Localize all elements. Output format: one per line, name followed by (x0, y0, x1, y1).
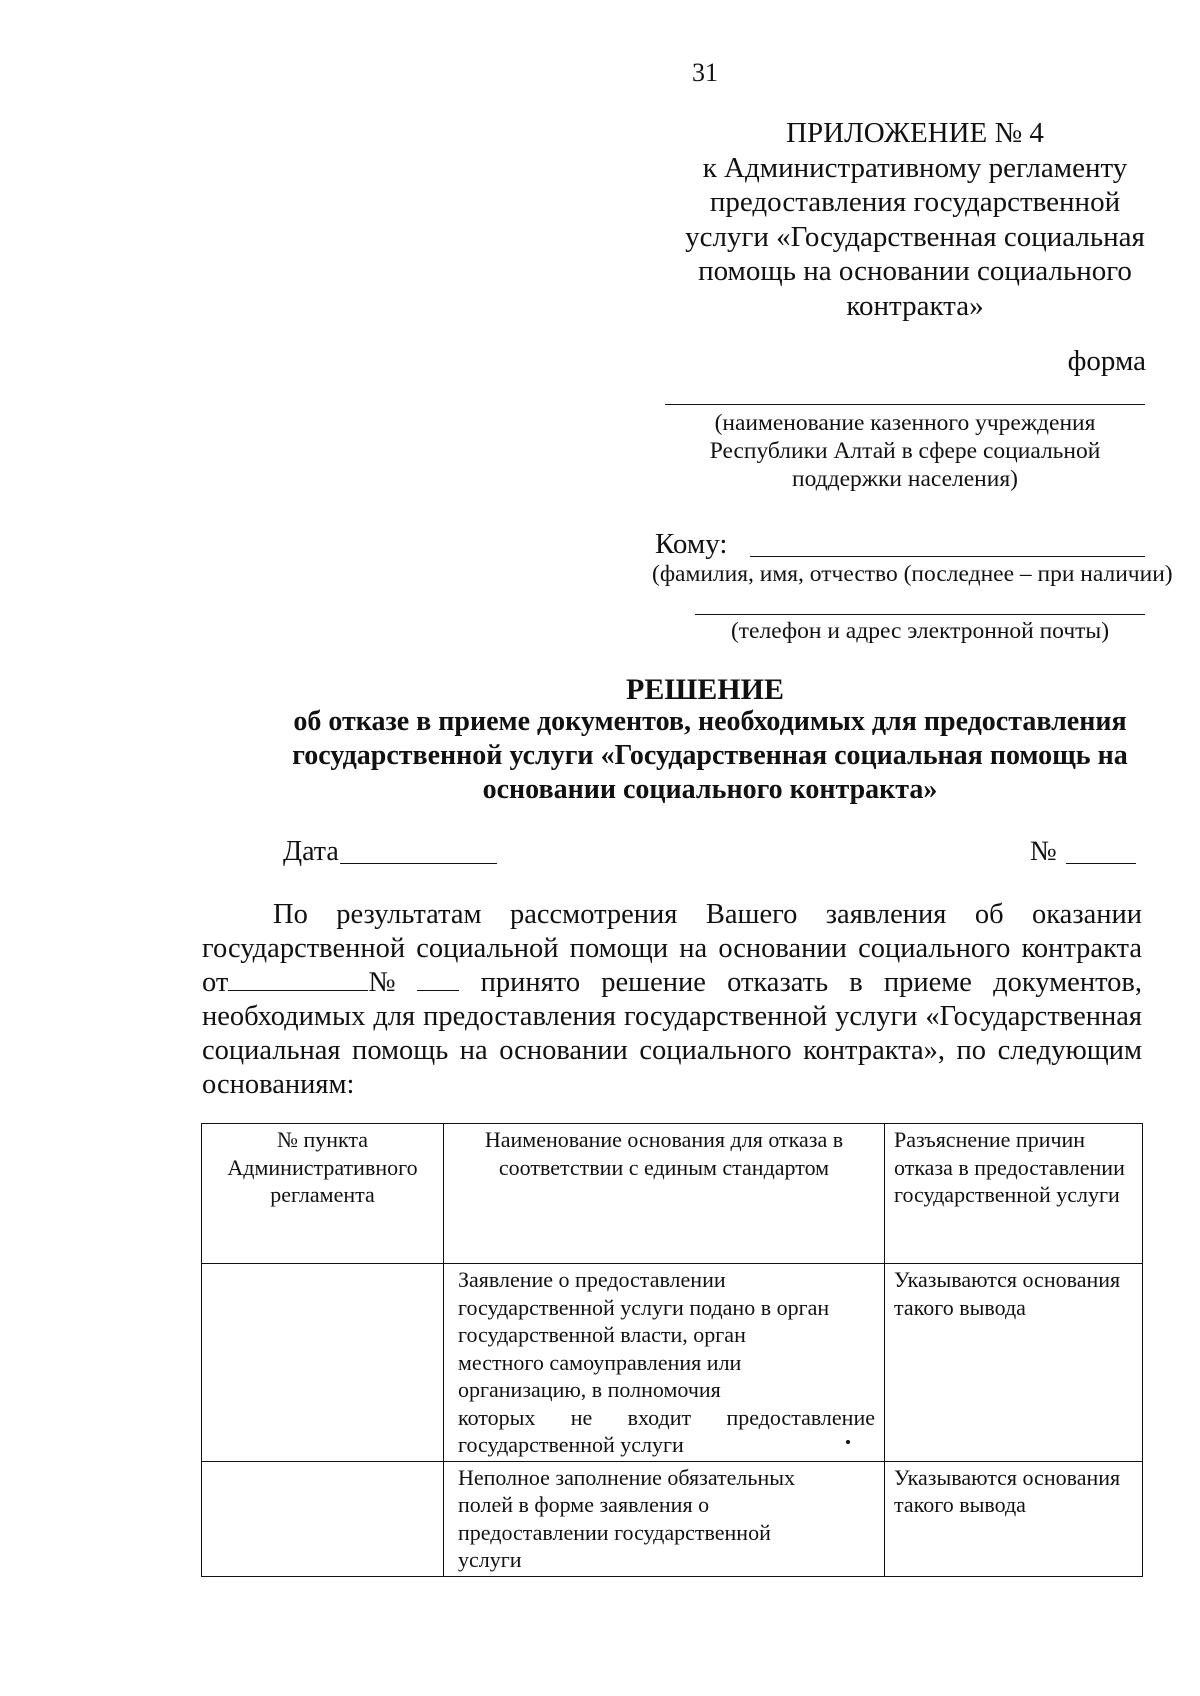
application-number-blank (417, 968, 459, 991)
cell-reason (444, 1264, 885, 1462)
number-blank (1066, 863, 1136, 864)
header-explanation: Разъяснение причин отказа в предоставлении государственной услуги (885, 1124, 1143, 1264)
application-date-blank (228, 968, 368, 991)
addressee-name-caption: (фамилия, имя, отчество (последнее – при наличии) (652, 561, 1173, 587)
caption-line: поддержки населения) (792, 466, 1018, 492)
addressee-label: Кому: (655, 528, 728, 560)
reason-line: Заявление о предоставлении (458, 1267, 726, 1292)
body-line: необходимых для предоставления государственной услуги «Государственная (202, 1001, 1142, 1032)
appendix-line: предоставления государственной (709, 186, 1121, 218)
number-label: № (1030, 836, 1057, 867)
reasons-table (201, 1123, 1143, 1577)
subtitle-line: государственной услуги «Государственная социальная помощь на (292, 740, 1128, 771)
header-reason-name: Наименование основания для отказа в соответствии с единым стандартом (444, 1124, 885, 1264)
date-blank (340, 863, 497, 864)
reason-line: организацию, в полномочия (458, 1377, 721, 1402)
appendix-line: к Административному регламенту (702, 151, 1128, 184)
from-label: от (202, 967, 229, 998)
subtitle-line: основании социального контракта» (482, 774, 938, 805)
reason-line: государственной услуги (458, 1432, 684, 1457)
body-line: государственной социальной помощи на основании социального контракта (202, 933, 1142, 964)
form-label: форма (1067, 345, 1146, 377)
reason-line: государственной услуги подано в орган (458, 1294, 830, 1320)
cell-reason (444, 1461, 885, 1576)
reason-line: государственной власти, орган (458, 1322, 746, 1347)
reason-line: Неполное заполнение обязательных (458, 1464, 795, 1490)
date-label: Дата (283, 836, 339, 867)
reason-line: предоставлении государственной (458, 1519, 771, 1545)
table-row (202, 1461, 1143, 1576)
body-line-rest: принято решение отказать в приеме документов, (480, 967, 1142, 998)
appendix-header (640, 116, 1190, 323)
decision-subtitle (240, 705, 1180, 807)
body-line: социальная помощь на основании социального контракта», по следующим (202, 1035, 1142, 1066)
appendix-line: контракта» (846, 289, 984, 322)
body-line: основаниям: (202, 1069, 355, 1100)
caption-line: (наименование казенного учреждения (714, 410, 1096, 436)
decision-body (202, 898, 1142, 1102)
reason-line: полей в форме заявления о (458, 1492, 710, 1517)
cell-point-number (202, 1461, 444, 1576)
addressee-contact-caption: (телефон и адрес электронной почты) (730, 618, 1110, 644)
table-header-row (202, 1124, 1143, 1264)
body-line: По результатам рассмотрения Вашего заявления об оказании (273, 899, 1142, 930)
institution-caption (665, 409, 1145, 493)
cell-explanation: Указываются основания такого вывода (885, 1264, 1143, 1462)
caption-line: Республики Алтай в сфере социальной (709, 438, 1101, 464)
body-line-from (202, 966, 459, 1000)
application-number-label: № (368, 967, 396, 998)
reason-line: услуги (458, 1547, 522, 1572)
appendix-line: ПРИЛОЖЕНИЕ № 4 (786, 117, 1044, 149)
scan-speck (846, 1440, 850, 1444)
cell-point-number (202, 1264, 444, 1462)
table-row (202, 1264, 1143, 1462)
decision-title: РЕШЕНИЕ (626, 673, 784, 706)
page-number: 31 (692, 58, 718, 87)
reason-line: местного самоуправления или (458, 1349, 742, 1375)
cell-explanation: Указываются основания такого вывода (885, 1461, 1143, 1576)
addressee-name-line (750, 556, 1145, 557)
reason-line: которых не входит предоставление (458, 1404, 875, 1430)
institution-name-line (665, 404, 1145, 405)
appendix-line: услуги «Государственная социальная (685, 220, 1145, 253)
addressee-contact-line (695, 614, 1145, 615)
subtitle-line: об отказе в приеме документов, необходимых для предоставления (293, 706, 1127, 737)
body-line (202, 966, 1142, 1000)
appendix-line: помощь на основании социального (698, 255, 1132, 287)
header-point-number: № пункта Административного регламента (202, 1124, 444, 1264)
